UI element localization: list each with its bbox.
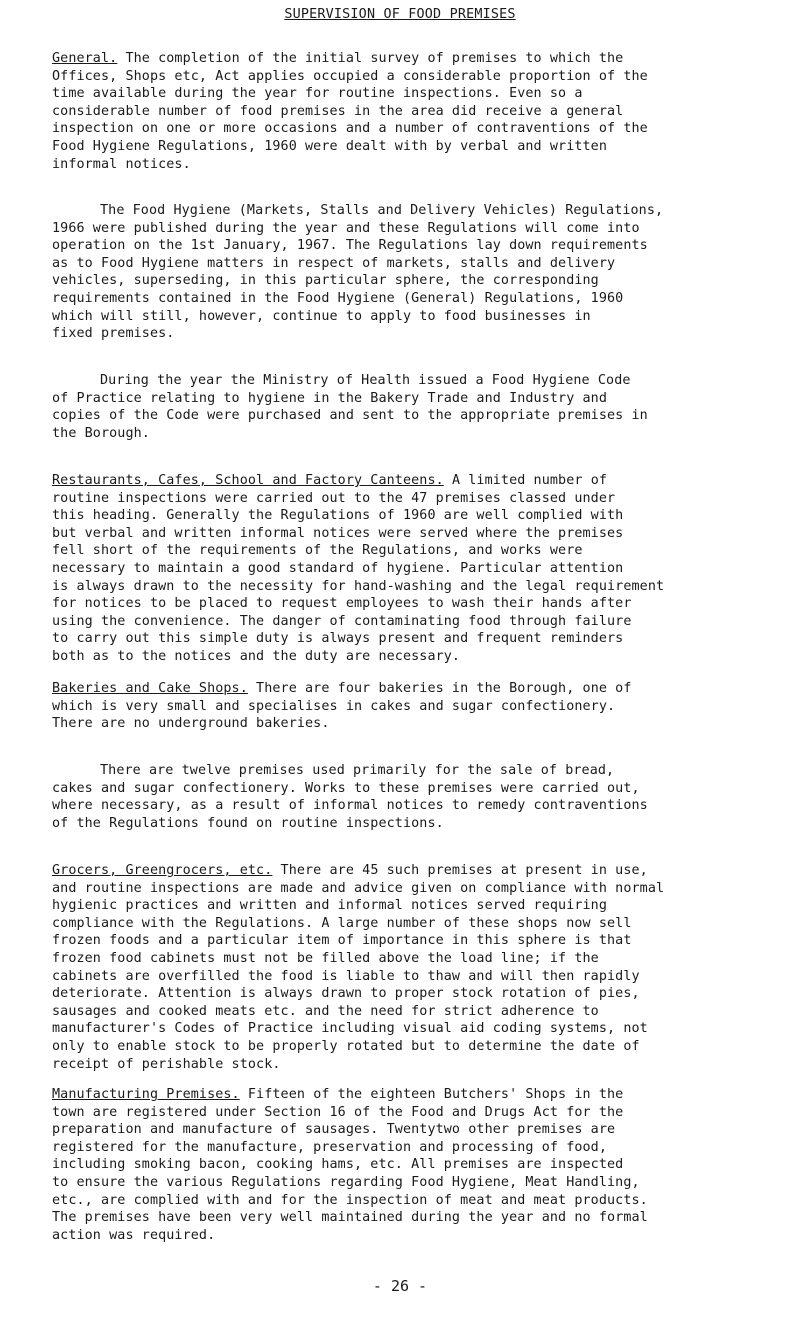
paragraph-line: fixed premises. [52, 326, 175, 342]
paragraph-line: necessary to maintain a good standard of hygiene. Particular attention [52, 560, 624, 576]
paragraph-line: During the year the Ministry of Health issued a Food Hygiene Code [100, 373, 631, 388]
section-heading: Bakeries and Cake Shops. [52, 681, 248, 696]
paragraph-line: time available during the year for routine inspections. Even so a [52, 86, 583, 102]
paragraph-line: fell short of the requirements of the Regulations, and works were [52, 543, 583, 559]
section-heading: General. [52, 51, 118, 66]
paragraph-line: operation on the 1st January, 1967. The Regulations lay down requirements [52, 238, 648, 254]
paragraph-line: etc., are complied with and for the inspection of meat and meat products. [52, 1192, 648, 1208]
section-heading: Grocers, Greengrocers, etc. [52, 863, 273, 878]
paragraph-code-of-practice [52, 372, 760, 390]
section-heading: Restaurants, Cafes, School and Factory Canteens. [52, 473, 444, 488]
section-heading: Manufacturing Premises. [52, 1087, 240, 1102]
paragraph-line: which is very small and specialises in cakes and sugar confectionery. [52, 698, 616, 714]
paragraph-regulations-1966 [52, 202, 760, 220]
paragraph-line: action was required. [52, 1227, 216, 1243]
paragraph-line: cakes and sugar confectionery. Works to these premises were carried out, [52, 780, 640, 796]
paragraph-line: using the convenience. The danger of contaminating food through failure [52, 613, 632, 629]
paragraph-manufacturing [52, 1086, 760, 1244]
paragraph-line: this heading. Generally the Regulations of 1960 are well complied with [52, 508, 624, 524]
paragraph-line: preparation and manufacture of sausages. Twentytwo other premises are [52, 1122, 616, 1138]
paragraph-line: There are no underground bakeries. [52, 716, 330, 732]
paragraph-line: frozen foods and a particular item of importance in this sphere is that [52, 933, 632, 949]
paragraph-line: There are four bakeries in the Borough, one of [247, 681, 632, 696]
paragraph-line: The Food Hygiene (Markets, Stalls and Delivery Vehicles) Regulations, [100, 203, 664, 218]
paragraph-line: There are 45 such premises at present in use, [272, 863, 648, 878]
paragraph-line: where necessary, as a result of informal notices to remedy contraventions [52, 798, 648, 814]
paragraph-line: as to Food Hygiene matters in respect of markets, stalls and delivery [52, 255, 616, 271]
paragraph-line: but verbal and written informal notices were served where the premises [52, 525, 624, 541]
paragraph-line: Fifteen of the eighteen Butchers' Shops in the [239, 1087, 624, 1102]
paragraph-line: The premises have been very well maintained during the year and no formal [52, 1210, 648, 1226]
paragraph-regulations-1966-cont [52, 220, 760, 343]
paragraph-line: There are twelve premises used primarily for the sale of bread, [100, 763, 615, 778]
paragraph-line: the Borough. [52, 425, 150, 441]
paragraph-line: compliance with the Regulations. A large number of these shops now sell [52, 915, 632, 931]
paragraph-line: receipt of perishable stock. [52, 1056, 281, 1072]
paragraph-line: of the Regulations found on routine inspections. [52, 815, 444, 831]
paragraph-line: manufacturer's Codes of Practice including visual aid coding systems, not [52, 1021, 648, 1037]
page-number: - 26 - [372, 1277, 428, 1295]
paragraph-line: hygienic practices and written and informal notices served requiring [52, 898, 608, 914]
paragraph-bakeries [52, 680, 760, 733]
paragraph-line: only to enable stock to be properly rotated but to determine the date of [52, 1038, 640, 1054]
paragraph-bread-premises [52, 762, 760, 780]
paragraph-line: of Practice relating to hygiene in the Bakery Trade and Industry and [52, 390, 608, 406]
paragraph-line: copies of the Code were purchased and sent to the appropriate premises in [52, 408, 648, 424]
page-title: SUPERVISION OF FOOD PREMISES [284, 7, 516, 22]
paragraph-line: considerable number of food premises in the area did receive a general [52, 103, 624, 119]
paragraph-line: requirements contained in the Food Hygiene (General) Regulations, 1960 [52, 290, 624, 306]
paragraph-code-of-practice-cont [52, 390, 760, 443]
paragraph-line: frozen food cabinets must not be filled above the load line; if the [52, 950, 599, 966]
paragraph-line: registered for the manufacture, preservation and processing of food, [52, 1139, 608, 1155]
paragraph-line: town are registered under Section 16 of the Food and Drugs Act for the [52, 1104, 624, 1120]
paragraph-line: Offices, Shops etc, Act applies occupied a considerable proportion of the [52, 68, 648, 84]
paragraph-line: cabinets are overfilled the food is liable to thaw and will then rapidly [52, 968, 640, 984]
paragraph-line: deteriorate. Attention is always drawn to proper stock rotation of pies, [52, 986, 640, 1002]
paragraph-line: which will still, however, continue to apply to food businesses in [52, 308, 591, 324]
paragraph-restaurants [52, 472, 760, 666]
paragraph-line: for notices to be placed to request employees to wash their hands after [52, 596, 632, 612]
paragraph-grocers [52, 862, 760, 1073]
paragraph-line: including smoking bacon, cooking hams, etc. All premises are inspected [52, 1157, 624, 1173]
paragraph-line: to ensure the various Regulations regarding Food Hygiene, Meat Handling, [52, 1174, 640, 1190]
paragraph-line: informal notices. [52, 156, 191, 172]
paragraph-bread-premises-cont [52, 780, 760, 833]
paragraph-line: is always drawn to the necessity for hand-washing and the legal requirement [52, 578, 665, 594]
paragraph-line: 1966 were published during the year and these Regulations will come into [52, 220, 640, 236]
paragraph-line: sausages and cooked meats etc. and the need for strict adherence to [52, 1003, 599, 1019]
paragraph-general [52, 50, 760, 173]
paragraph-line: and routine inspections are made and advice given on compliance with normal [52, 880, 665, 896]
paragraph-line: vehicles, superseding, in this particular sphere, the corresponding [52, 273, 599, 289]
paragraph-line: A limited number of [443, 473, 608, 488]
paragraph-line: routine inspections were carried out to the 47 premises classed under [52, 490, 616, 506]
paragraph-line: to carry out this simple duty is always present and frequent reminders [52, 631, 624, 647]
paragraph-line: inspection on one or more occasions and a number of contraventions of the [52, 121, 648, 137]
paragraph-line: Food Hygiene Regulations, 1960 were dealt with by verbal and written [52, 138, 608, 154]
paragraph-line: The completion of the initial survey of premises to which the [117, 51, 624, 66]
paragraph-line: both as to the notices and the duty are necessary. [52, 648, 461, 664]
